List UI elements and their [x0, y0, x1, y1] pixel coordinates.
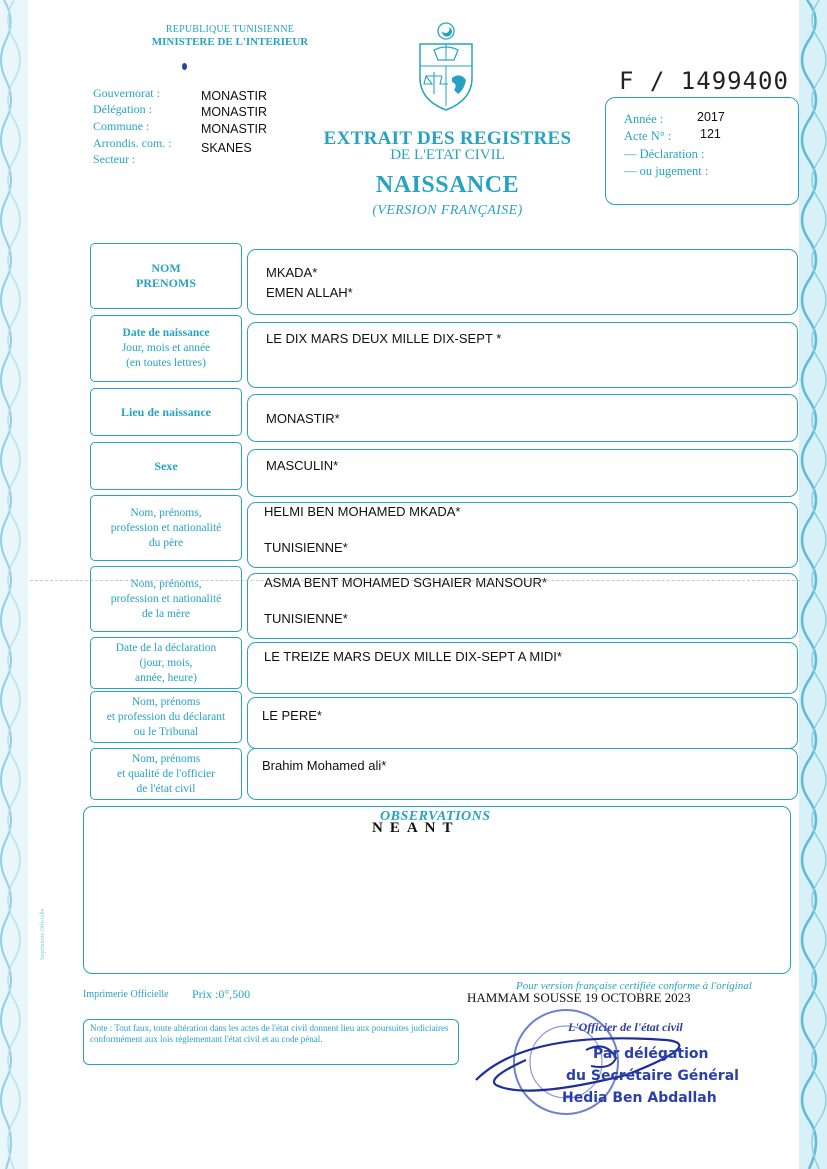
- pere-label1: Nom, prénoms,: [130, 506, 202, 519]
- mere-label-box: [90, 566, 242, 632]
- observations-value: NEANT: [372, 820, 460, 836]
- right-border-decoration: [799, 0, 827, 1169]
- sexe-value: MASCULIN*: [266, 458, 339, 473]
- date-naissance-label-box: [90, 315, 242, 382]
- stamp-line2: du Secrétaire Général: [566, 1068, 739, 1084]
- pere-nationality-value: TUNISIENNE*: [264, 540, 348, 555]
- mere-nationality-value: TUNISIENNE*: [264, 611, 348, 626]
- declaration-date-value: LE TREIZE MARS DEUX MILLE DIX-SEPT A MIDI*: [264, 649, 562, 664]
- declaration-date-label3: année, heure): [135, 671, 197, 684]
- annee-label: Année :: [624, 112, 664, 126]
- declarant-label2: et profession du déclarant: [106, 710, 226, 723]
- lieu-label: Lieu de naissance: [120, 404, 211, 419]
- mere-label3: de la mère: [142, 607, 190, 620]
- declarant-label3: ou le Tribunal: [133, 725, 199, 738]
- pere-label2: profession et nationalité: [110, 521, 222, 534]
- date-naissance-hint2: (en toutes lettres): [126, 357, 206, 369]
- delegation-label: Délégation :: [93, 102, 152, 116]
- ministry-heading: MINISTERE DE L'INTERIEUR: [151, 36, 309, 48]
- declarant-value: LE PERE*: [262, 708, 322, 723]
- acte-number-value: 121: [700, 127, 721, 141]
- version-label: (VERSION FRANÇAISE): [372, 203, 523, 218]
- printer-label: Imprimerie Officielle: [83, 989, 169, 1000]
- republic-heading: REPUBLIQUE TUNISIENNE: [165, 24, 295, 35]
- secteur-label: Secteur :: [93, 152, 136, 166]
- lieu-label-box: [90, 388, 242, 436]
- officier-label-box: [90, 748, 242, 800]
- pere-label-box: [90, 495, 242, 561]
- place-date: HAMMAM SOUSSE 19 OCTOBRE 2023: [467, 990, 691, 1005]
- officier-value-box: [247, 748, 798, 800]
- nom-prenoms-value-box: [247, 249, 798, 315]
- sexe-value-box: [247, 449, 798, 497]
- delegation-value: MONASTIR: [201, 105, 267, 119]
- nom-label: NOM: [151, 261, 181, 275]
- nom-value: MKADA*: [266, 265, 318, 280]
- document-title: EXTRAIT DES REGISTRES: [323, 128, 572, 149]
- legal-note: Note : Tout faux, toute altération dans les actes de l'état civil donnent lieu aux poursuites judiciaires conformément aux lois réglementant l'état civil et au code pénal.: [83, 1019, 459, 1065]
- date-naissance-label: Date de naissance: [122, 327, 210, 339]
- officier-label3: de l'état civil: [136, 782, 196, 795]
- annee-value: 2017: [697, 110, 725, 124]
- declarant-label1: Nom, prénoms: [131, 695, 201, 708]
- document-type: NAISSANCE: [375, 172, 520, 198]
- fold-line: [30, 580, 800, 582]
- side-printer-text: Imprimerie Officielle: [40, 908, 46, 960]
- gouvernorat-label: Gouvernorat :: [93, 86, 160, 100]
- sexe-label-box: [90, 442, 242, 490]
- arrondis-value: SKANES: [201, 141, 252, 155]
- declaration-date-label-box: [90, 637, 242, 689]
- commune-value: MONASTIR: [201, 122, 267, 136]
- serial-number: F / 1499400: [619, 67, 789, 95]
- ink-dot: [182, 63, 187, 70]
- officer-label: L'Officier de l'état civil: [568, 1020, 683, 1034]
- observations-title: OBSERVATIONS: [380, 809, 491, 824]
- mere-name-value: ASMA BENT MOHAMED SGHAIER MANSOUR*: [264, 575, 547, 590]
- jugement-label: — ou jugement :: [624, 164, 709, 178]
- stamp-line3: Hedia Ben Abdallah: [562, 1090, 717, 1106]
- officier-label2: et qualité de l'officier: [117, 767, 215, 780]
- price-label: Prix :0°,500: [192, 987, 251, 1001]
- sexe-label: Sexe: [154, 458, 178, 473]
- officier-label1: Nom, prénoms: [131, 752, 201, 765]
- stamp-line1: Par délégation: [593, 1046, 709, 1062]
- prenoms-label: PRENOMS: [136, 276, 196, 290]
- acte-number-label: Acte N° :: [624, 129, 672, 143]
- coat-of-arms-icon: [414, 20, 478, 112]
- declarant-value-box: [247, 697, 798, 749]
- pere-label3: du père: [148, 536, 184, 549]
- declaration-date-label2: (jour, mois,: [139, 656, 193, 669]
- declaration-label: — Déclaration :: [624, 147, 705, 161]
- prenoms-value: EMEN ALLAH*: [266, 285, 353, 300]
- declarant-label-box: [90, 691, 242, 743]
- document-subtitle: DE L'ETAT CIVIL: [390, 147, 505, 163]
- nom-prenoms-label-box: [90, 243, 242, 309]
- date-naissance-hint1: Jour, mois et année: [121, 342, 211, 354]
- gouvernorat-value: MONASTIR: [201, 89, 267, 103]
- arrondis-label: Arrondis. com. :: [93, 136, 172, 150]
- declaration-date-label1: Date de la déclaration: [115, 641, 217, 654]
- commune-label: Commune :: [93, 119, 150, 133]
- certified-text: Pour version française certifiée conforme à l'original: [516, 980, 752, 992]
- mere-label1: Nom, prénoms,: [130, 577, 202, 590]
- lieu-value: MONASTIR*: [266, 411, 340, 426]
- pere-name-value: HELMI BEN MOHAMED MKADA*: [264, 504, 461, 519]
- mere-label2: profession et nationalité: [110, 592, 222, 605]
- officier-value: Brahim Mohamed ali*: [262, 758, 387, 773]
- left-border-decoration: [0, 0, 28, 1169]
- date-naissance-value: LE DIX MARS DEUX MILLE DIX-SEPT *: [266, 331, 502, 346]
